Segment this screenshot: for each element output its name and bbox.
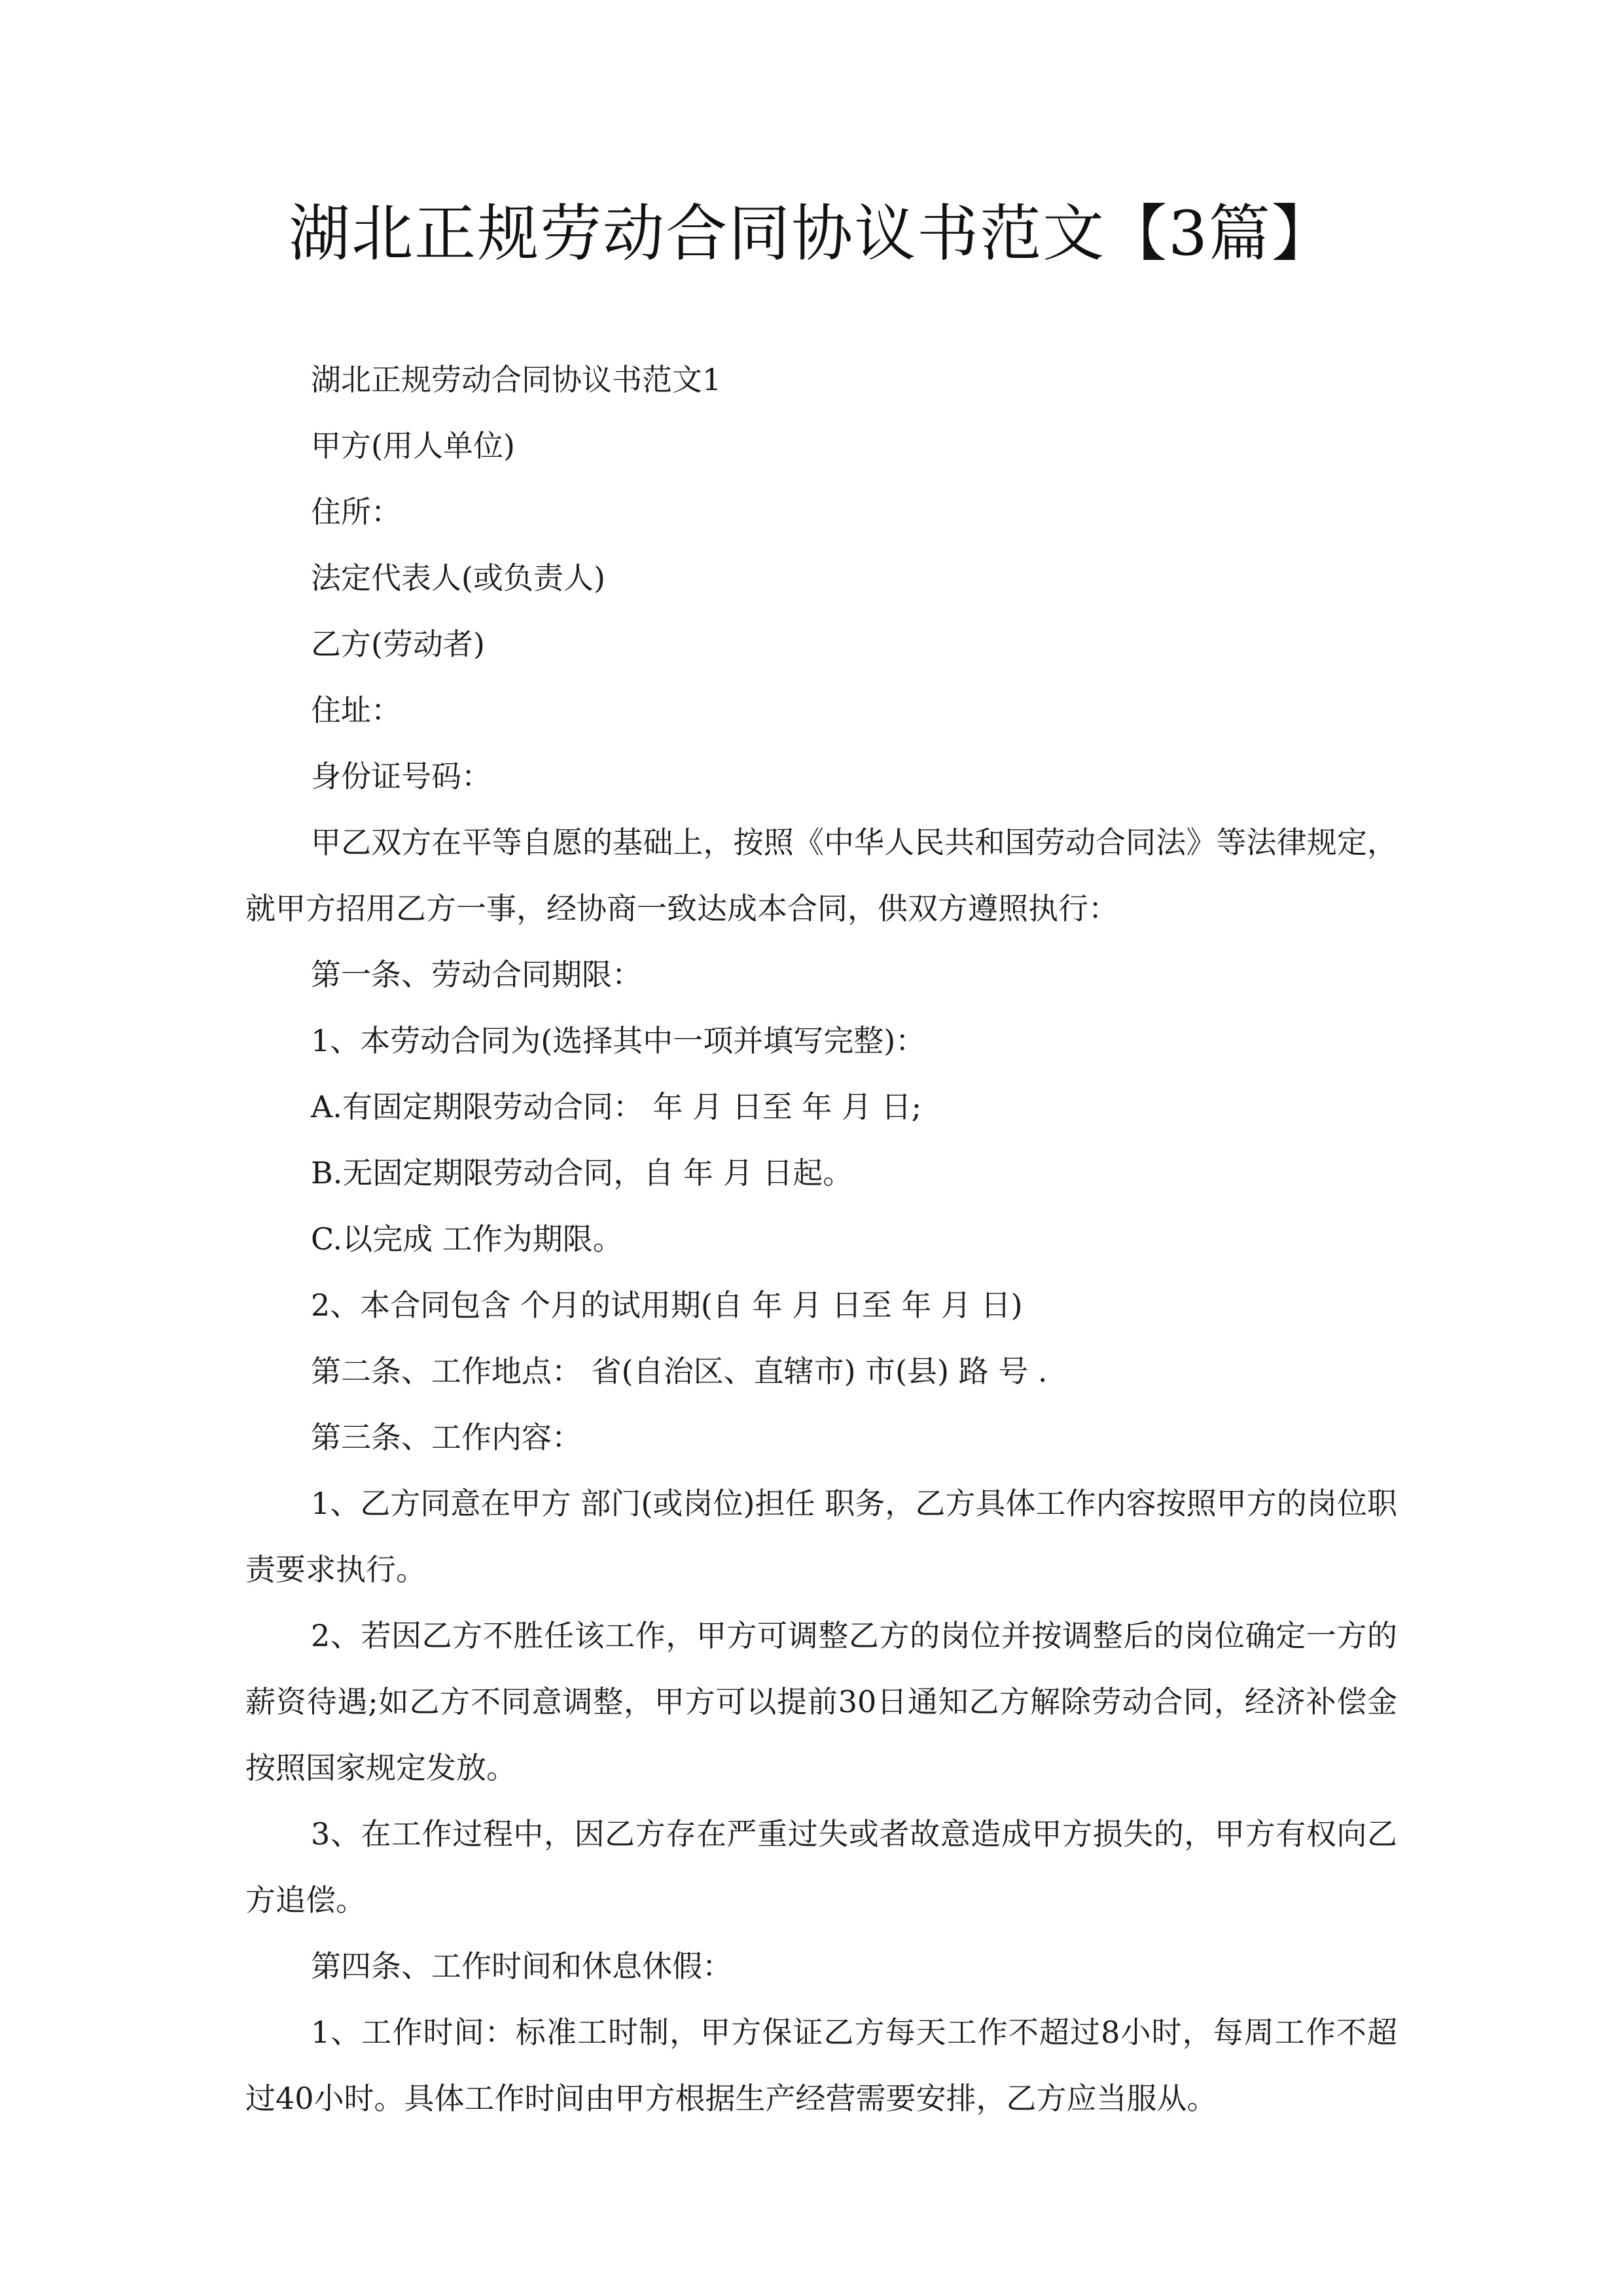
preamble-paragraph: 甲乙双方在平等自愿的基础上，按照《中华人民共和国劳动合同法》等法律规定，就甲方招用乙方一事，经协商一致达成本合同，供双方遵照执行：	[245, 825, 1397, 926]
article-4-clause-1: 1、工作时间：标准工时制，甲方保证乙方每天工作不超过8小时，每周工作不超过40小时。具体工作时间由甲方根据生产经营需要安排，乙方应当服从。	[245, 2015, 1397, 2116]
article-1-heading: 第一条、劳动合同期限：	[311, 957, 642, 992]
id-number-label: 身份证号码：	[311, 759, 491, 794]
party-a-label: 甲方(用人单位)	[311, 428, 515, 463]
article-2-heading: 第二条、工作地点： 省(自治区、直辖市) 市(县) 路 号 .	[311, 1354, 1048, 1389]
article-1-option-c: C.以完成 工作为期限。	[311, 1221, 623, 1257]
party-a-address-label: 住所：	[311, 494, 401, 529]
article-1-option-a: A.有固定期限劳动合同： 年 月 日至 年 月 日;	[311, 1089, 922, 1124]
party-b-address-label: 住址：	[311, 692, 401, 728]
article-1-clause-1: 1、本劳动合同为(选择其中一项并填写完整)：	[311, 1023, 926, 1058]
document-body	[245, 347, 1397, 2132]
legal-representative-label: 法定代表人(或负责人)	[311, 560, 605, 596]
article-3-clause-1: 1、乙方同意在甲方 部门(或岗位)担任 职务，乙方具体工作内容按照甲方的岗位职责要求执行。	[245, 1486, 1397, 1587]
article-3-heading: 第三条、工作内容：	[311, 1420, 582, 1455]
article-3-clause-3: 3、在工作过程中，因乙方存在严重过失或者故意造成甲方损失的，甲方有权向乙方追偿。	[245, 1816, 1397, 1918]
article-1-clause-2: 2、本合同包含 个月的试用期(自 年 月 日至 年 月 日)	[311, 1287, 1023, 1323]
section-heading-1: 湖北正规劳动合同协议书范文1	[311, 362, 722, 397]
article-1-option-b: B.无固定期限劳动合同，自 年 月 日起。	[311, 1155, 853, 1191]
document-title: 湖北正规劳动合同协议书范文【3篇】	[289, 198, 1334, 270]
article-3-clause-2: 2、若因乙方不胜任该工作，甲方可调整乙方的岗位并按调整后的岗位确定一方的薪资待遇;如乙方不同意调整，甲方可以提前30日通知乙方解除劳动合同，经济补偿金按照国家规定发放。	[245, 1618, 1397, 1785]
article-4-heading: 第四条、工作时间和休息休假：	[311, 1948, 732, 1984]
party-b-label: 乙方(劳动者)	[311, 626, 485, 662]
